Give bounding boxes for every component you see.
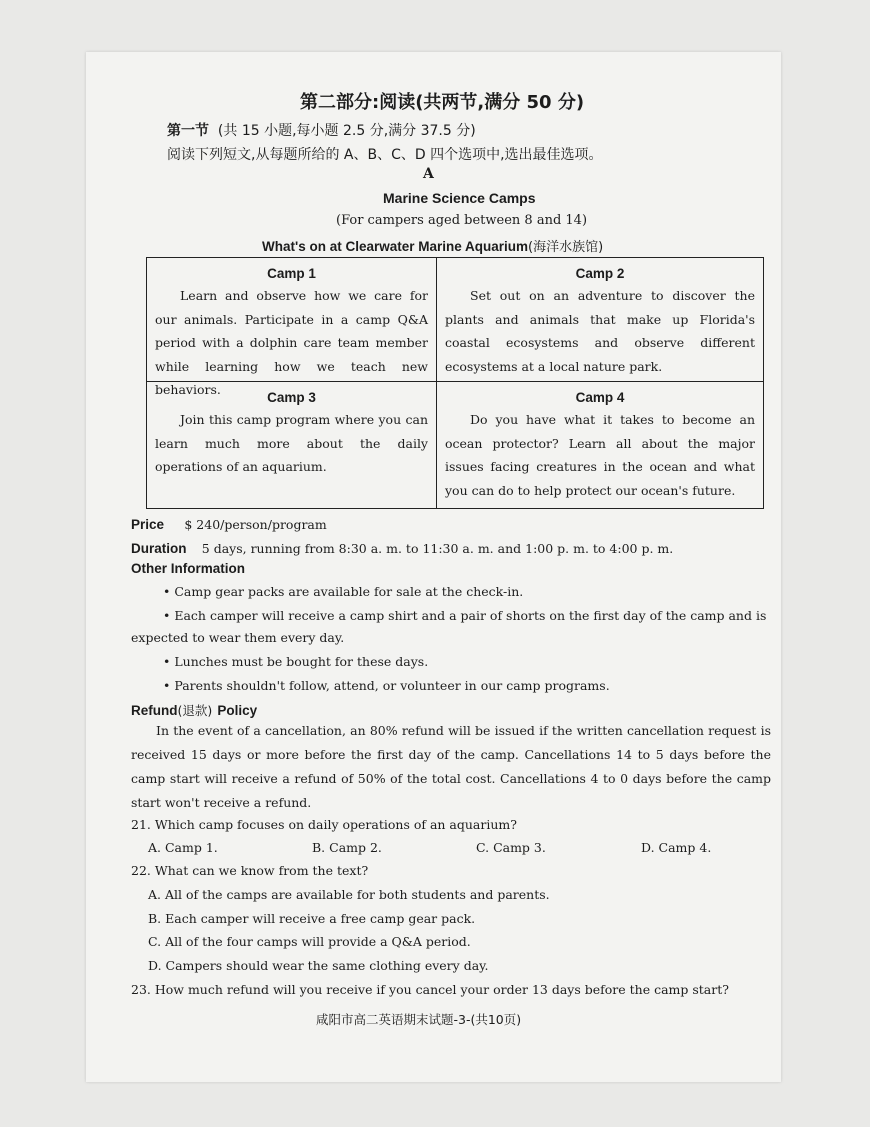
info-bullet: • Each camper will receive a camp shirt and a pair of shorts on the first day of the camp and is	[163, 608, 767, 623]
q22-option-a[interactable]: A. All of the camps are available for both students and parents.	[148, 887, 550, 902]
question-21: 21. Which camp focuses on daily operations of an aquarium?	[131, 817, 517, 832]
q22-option-d[interactable]: D. Campers should wear the same clothing every day.	[148, 958, 489, 973]
duration-label: Duration	[131, 541, 187, 556]
section-label: 第一节	[167, 123, 209, 139]
camp-cell-1	[147, 258, 437, 397]
q21-option-d[interactable]: D. Camp 4.	[641, 840, 712, 855]
camp-name: Camp 1	[267, 266, 316, 281]
duration-row	[131, 538, 673, 557]
part-title: 第二部分:阅读(共两节,满分 50 分)	[300, 92, 585, 113]
q21-option-a[interactable]: A. Camp 1.	[148, 840, 218, 855]
aquarium-title: What's on at Clearwater Marine Aquarium	[262, 239, 529, 254]
question-23: 23. How much refund will you receive if you cancel your order 13 days before the camp start?	[131, 982, 729, 997]
info-bullet: • Parents shouldn't follow, attend, or volunteer in our camp programs.	[163, 678, 610, 693]
q21-option-b[interactable]: B. Camp 2.	[312, 840, 382, 855]
aquarium-heading	[262, 236, 603, 255]
refund-heading	[131, 700, 257, 719]
camp-name: Camp 2	[575, 266, 625, 281]
passage-title: Marine Science Camps	[383, 190, 536, 206]
info-bullet-continuation: expected to wear them every day.	[131, 630, 345, 645]
page-footer: 咸阳市高二英语期末试题-3-(共10页)	[316, 1012, 522, 1027]
camp-description: Set out on an adventure to discover the plants and animals that make up Florida's coastal ecosystems and observe different ecosystems at a local nature park.	[445, 288, 755, 374]
camp-cell-2	[437, 258, 763, 382]
price-value: $ 240/person/program	[184, 517, 327, 532]
camp-table	[146, 257, 764, 509]
passage-letter: A	[423, 166, 434, 182]
camp-description: Join this camp program where you can learn much more about the daily operations of an aquarium.	[155, 412, 428, 474]
price-label: Price	[131, 517, 165, 532]
camp-cell-4	[437, 382, 763, 508]
refund-cn: (退款)	[177, 703, 213, 718]
camp-name: Camp 4	[575, 390, 625, 405]
refund-label: Refund	[131, 703, 178, 718]
aquarium-cn: (海洋水族馆)	[528, 240, 604, 255]
info-bullet: • Camp gear packs are available for sale at the check-in.	[163, 584, 524, 599]
q21-option-c[interactable]: C. Camp 3.	[476, 840, 546, 855]
camp-description: Do you have what it takes to become an ocean protector? Learn all about the major issues facing creatures in the ocean and what you can do to help protect our ocean's future.	[445, 412, 755, 498]
refund-label-end: Policy	[217, 703, 258, 718]
other-info-label: Other Information	[131, 561, 245, 576]
duration-value: 5 days, running from 8:30 a. m. to 11:30 a. m. and 1:00 p. m. to 4:00 p. m.	[201, 541, 674, 556]
instructions: 阅读下列短文,从每题所给的 A、B、C、D 四个选项中,选出最佳选项。	[167, 147, 603, 163]
refund-paragraph: In the event of a cancellation, an 80% refund will be issued if the written cancellation request is received 15 days or more before the first day of the camp. Cancellations 14 to 5 days before the camp start will receive a refund of 50% of the total cost. Cancellations 4 to 0 days before the camp start won't receive a refund.	[131, 723, 771, 810]
q22-option-b[interactable]: B. Each camper will receive a free camp gear pack.	[148, 911, 476, 926]
passage-subtitle: (For campers aged between 8 and 14)	[336, 213, 588, 228]
price-row	[131, 514, 327, 533]
section-note: (共 15 小题,每小题 2.5 分,满分 37.5 分)	[217, 123, 476, 139]
camp-description: Learn and observe how we care for our animals. Participate in a camp Q&A period with a dolphin care team member while learning how we teach new behaviors.	[155, 288, 428, 397]
section-title	[167, 120, 476, 140]
question-22: 22. What can we know from the text?	[131, 863, 369, 878]
info-bullet: • Lunches must be bought for these days.	[163, 654, 429, 669]
camp-cell-3	[147, 382, 437, 508]
q22-option-c[interactable]: C. All of the four camps will provide a Q&A period.	[148, 934, 471, 949]
camp-name: Camp 3	[267, 390, 316, 405]
